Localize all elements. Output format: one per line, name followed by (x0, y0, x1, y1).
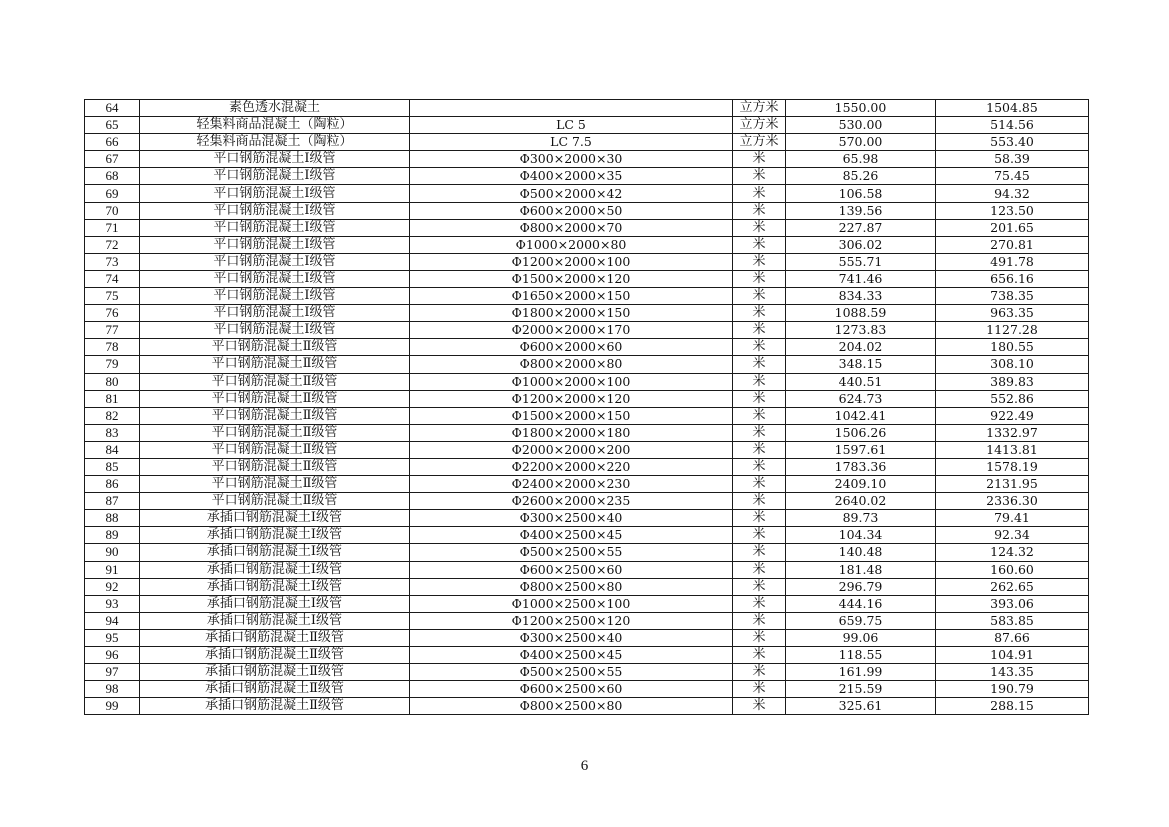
unit-cell: 米 (733, 202, 786, 219)
price-excl-tax-cell: 79.41 (936, 510, 1089, 527)
material-name-cell: 平口钢筋混凝土Ⅱ级管 (140, 441, 410, 458)
material-name-cell: 轻集料商品混凝土（陶粒） (140, 117, 410, 134)
price-incl-tax-cell: 227.87 (786, 219, 936, 236)
row-number-cell: 73 (85, 253, 140, 270)
price-incl-tax-cell: 659.75 (786, 612, 936, 629)
unit-cell: 米 (733, 493, 786, 510)
material-name-cell: 承插口钢筋混凝土Ⅰ级管 (140, 578, 410, 595)
row-number-cell: 65 (85, 117, 140, 134)
price-incl-tax-cell: 139.56 (786, 202, 936, 219)
price-incl-tax-cell: 530.00 (786, 117, 936, 134)
table-row (85, 356, 1089, 373)
price-incl-tax-cell: 296.79 (786, 578, 936, 595)
material-name-cell: 平口钢筋混凝土Ⅱ级管 (140, 407, 410, 424)
row-number-cell: 67 (85, 151, 140, 168)
specification-cell: Φ1000×2000×100 (410, 373, 733, 390)
price-excl-tax-cell: 143.35 (936, 664, 1089, 681)
row-number-cell: 88 (85, 510, 140, 527)
price-incl-tax-cell: 1506.26 (786, 424, 936, 441)
table-row (85, 322, 1089, 339)
price-incl-tax-cell: 215.59 (786, 681, 936, 698)
unit-cell: 立方米 (733, 134, 786, 151)
material-name-cell: 平口钢筋混凝土Ⅱ级管 (140, 390, 410, 407)
table-row (85, 219, 1089, 236)
table-row (85, 458, 1089, 475)
unit-cell: 米 (733, 219, 786, 236)
price-incl-tax-cell: 118.55 (786, 647, 936, 664)
price-incl-tax-cell: 1597.61 (786, 441, 936, 458)
unit-cell: 米 (733, 527, 786, 544)
table-row (85, 629, 1089, 646)
row-number-cell: 68 (85, 168, 140, 185)
price-excl-tax-cell: 2336.30 (936, 493, 1089, 510)
specification-cell: Φ1500×2000×120 (410, 270, 733, 287)
price-incl-tax-cell: 85.26 (786, 168, 936, 185)
specification-cell: Φ1800×2000×180 (410, 424, 733, 441)
material-name-cell: 轻集料商品混凝土（陶粒） (140, 134, 410, 151)
specification-cell: LC 5 (410, 117, 733, 134)
price-excl-tax-cell: 738.35 (936, 288, 1089, 305)
row-number-cell: 69 (85, 185, 140, 202)
row-number-cell: 93 (85, 595, 140, 612)
price-excl-tax-cell: 393.06 (936, 595, 1089, 612)
table-row (85, 151, 1089, 168)
material-name-cell: 平口钢筋混凝土Ⅰ级管 (140, 219, 410, 236)
price-incl-tax-cell: 325.61 (786, 698, 936, 715)
unit-cell: 米 (733, 510, 786, 527)
row-number-cell: 82 (85, 407, 140, 424)
material-name-cell: 承插口钢筋混凝土Ⅱ级管 (140, 629, 410, 646)
row-number-cell: 92 (85, 578, 140, 595)
unit-cell: 米 (733, 270, 786, 287)
price-excl-tax-cell: 514.56 (936, 117, 1089, 134)
specification-cell: Φ400×2500×45 (410, 527, 733, 544)
material-name-cell: 承插口钢筋混凝土Ⅰ级管 (140, 561, 410, 578)
row-number-cell: 89 (85, 527, 140, 544)
price-excl-tax-cell: 1127.28 (936, 322, 1089, 339)
price-incl-tax-cell: 89.73 (786, 510, 936, 527)
row-number-cell: 95 (85, 629, 140, 646)
table-row (85, 578, 1089, 595)
material-name-cell: 平口钢筋混凝土Ⅱ级管 (140, 493, 410, 510)
specification-cell: Φ2000×2000×200 (410, 441, 733, 458)
price-incl-tax-cell: 440.51 (786, 373, 936, 390)
price-excl-tax-cell: 123.50 (936, 202, 1089, 219)
price-incl-tax-cell: 348.15 (786, 356, 936, 373)
specification-cell: Φ800×2500×80 (410, 698, 733, 715)
price-incl-tax-cell: 140.48 (786, 544, 936, 561)
table-row (85, 510, 1089, 527)
unit-cell: 米 (733, 390, 786, 407)
table-row (85, 288, 1089, 305)
unit-cell: 米 (733, 647, 786, 664)
table-row (85, 561, 1089, 578)
price-excl-tax-cell: 124.32 (936, 544, 1089, 561)
material-name-cell: 承插口钢筋混凝土Ⅱ级管 (140, 698, 410, 715)
specification-cell: Φ2000×2000×170 (410, 322, 733, 339)
row-number-cell: 86 (85, 476, 140, 493)
price-excl-tax-cell: 180.55 (936, 339, 1089, 356)
material-name-cell: 平口钢筋混凝土Ⅱ级管 (140, 356, 410, 373)
material-name-cell: 平口钢筋混凝土Ⅰ级管 (140, 270, 410, 287)
unit-cell: 米 (733, 544, 786, 561)
price-excl-tax-cell: 262.65 (936, 578, 1089, 595)
unit-cell: 米 (733, 458, 786, 475)
price-incl-tax-cell: 181.48 (786, 561, 936, 578)
row-number-cell: 98 (85, 681, 140, 698)
row-number-cell: 78 (85, 339, 140, 356)
material-name-cell: 平口钢筋混凝土Ⅰ级管 (140, 236, 410, 253)
specification-cell: Φ1500×2000×150 (410, 407, 733, 424)
row-number-cell: 84 (85, 441, 140, 458)
price-excl-tax-cell: 270.81 (936, 236, 1089, 253)
row-number-cell: 74 (85, 270, 140, 287)
unit-cell: 米 (733, 373, 786, 390)
price-excl-tax-cell: 656.16 (936, 270, 1089, 287)
row-number-cell: 79 (85, 356, 140, 373)
unit-cell: 米 (733, 339, 786, 356)
price-excl-tax-cell: 922.49 (936, 407, 1089, 424)
material-name-cell: 平口钢筋混凝土Ⅱ级管 (140, 476, 410, 493)
price-incl-tax-cell: 104.34 (786, 527, 936, 544)
material-name-cell: 平口钢筋混凝土Ⅱ级管 (140, 373, 410, 390)
unit-cell: 米 (733, 185, 786, 202)
row-number-cell: 91 (85, 561, 140, 578)
price-excl-tax-cell: 1413.81 (936, 441, 1089, 458)
price-excl-tax-cell: 1332.97 (936, 424, 1089, 441)
unit-cell: 米 (733, 561, 786, 578)
material-name-cell: 平口钢筋混凝土Ⅱ级管 (140, 458, 410, 475)
material-name-cell: 平口钢筋混凝土Ⅰ级管 (140, 202, 410, 219)
price-incl-tax-cell: 204.02 (786, 339, 936, 356)
price-excl-tax-cell: 389.83 (936, 373, 1089, 390)
unit-cell: 立方米 (733, 117, 786, 134)
price-incl-tax-cell: 555.71 (786, 253, 936, 270)
specification-cell: Φ600×2500×60 (410, 681, 733, 698)
table-row (85, 527, 1089, 544)
material-name-cell: 素色透水混凝土 (140, 100, 410, 117)
price-excl-tax-cell: 553.40 (936, 134, 1089, 151)
specification-cell: Φ300×2000×30 (410, 151, 733, 168)
unit-cell: 立方米 (733, 100, 786, 117)
material-name-cell: 承插口钢筋混凝土Ⅰ级管 (140, 595, 410, 612)
specification-cell: Φ800×2500×80 (410, 578, 733, 595)
unit-cell: 米 (733, 612, 786, 629)
specification-cell: Φ2600×2000×235 (410, 493, 733, 510)
material-name-cell: 平口钢筋混凝土Ⅱ级管 (140, 424, 410, 441)
price-incl-tax-cell: 161.99 (786, 664, 936, 681)
material-name-cell: 平口钢筋混凝土Ⅰ级管 (140, 151, 410, 168)
price-incl-tax-cell: 570.00 (786, 134, 936, 151)
row-number-cell: 87 (85, 493, 140, 510)
price-excl-tax-cell: 190.79 (936, 681, 1089, 698)
table-row (85, 236, 1089, 253)
row-number-cell: 97 (85, 664, 140, 681)
price-excl-tax-cell: 491.78 (936, 253, 1089, 270)
price-excl-tax-cell: 160.60 (936, 561, 1089, 578)
table-row (85, 339, 1089, 356)
price-incl-tax-cell: 1783.36 (786, 458, 936, 475)
row-number-cell: 71 (85, 219, 140, 236)
specification-cell: Φ800×2000×80 (410, 356, 733, 373)
material-name-cell: 平口钢筋混凝土Ⅰ级管 (140, 168, 410, 185)
specification-cell: Φ2400×2000×230 (410, 476, 733, 493)
table-row (85, 493, 1089, 510)
unit-cell: 米 (733, 288, 786, 305)
material-name-cell: 承插口钢筋混凝土Ⅰ级管 (140, 612, 410, 629)
specification-cell: Φ1200×2000×100 (410, 253, 733, 270)
table-row (85, 441, 1089, 458)
material-name-cell: 承插口钢筋混凝土Ⅱ级管 (140, 681, 410, 698)
price-incl-tax-cell: 99.06 (786, 629, 936, 646)
unit-cell: 米 (733, 476, 786, 493)
row-number-cell: 72 (85, 236, 140, 253)
table-row (85, 664, 1089, 681)
row-number-cell: 64 (85, 100, 140, 117)
material-name-cell: 平口钢筋混凝土Ⅰ级管 (140, 185, 410, 202)
specification-cell: Φ400×2000×35 (410, 168, 733, 185)
price-incl-tax-cell: 741.46 (786, 270, 936, 287)
price-incl-tax-cell: 1042.41 (786, 407, 936, 424)
table-row (85, 117, 1089, 134)
price-excl-tax-cell: 583.85 (936, 612, 1089, 629)
specification-cell: Φ1800×2000×150 (410, 305, 733, 322)
row-number-cell: 99 (85, 698, 140, 715)
page-number: 6 (580, 758, 589, 774)
table-row (85, 185, 1089, 202)
table-row (85, 202, 1089, 219)
price-excl-tax-cell: 201.65 (936, 219, 1089, 236)
specification-cell: Φ1200×2000×120 (410, 390, 733, 407)
specification-cell: Φ300×2500×40 (410, 510, 733, 527)
row-number-cell: 83 (85, 424, 140, 441)
material-name-cell: 平口钢筋混凝土Ⅱ级管 (140, 339, 410, 356)
row-number-cell: 66 (85, 134, 140, 151)
price-excl-tax-cell: 104.91 (936, 647, 1089, 664)
row-number-cell: 76 (85, 305, 140, 322)
price-incl-tax-cell: 65.98 (786, 151, 936, 168)
specification-cell: Φ2200×2000×220 (410, 458, 733, 475)
row-number-cell: 85 (85, 458, 140, 475)
table-row (85, 681, 1089, 698)
specification-cell: Φ400×2500×45 (410, 647, 733, 664)
price-excl-tax-cell: 58.39 (936, 151, 1089, 168)
unit-cell: 米 (733, 253, 786, 270)
specification-cell: Φ1650×2000×150 (410, 288, 733, 305)
material-name-cell: 平口钢筋混凝土Ⅰ级管 (140, 305, 410, 322)
row-number-cell: 94 (85, 612, 140, 629)
unit-cell: 米 (733, 629, 786, 646)
unit-cell: 米 (733, 151, 786, 168)
row-number-cell: 75 (85, 288, 140, 305)
table-row (85, 544, 1089, 561)
table-row (85, 253, 1089, 270)
row-number-cell: 70 (85, 202, 140, 219)
table-row (85, 134, 1089, 151)
row-number-cell: 90 (85, 544, 140, 561)
price-excl-tax-cell: 308.10 (936, 356, 1089, 373)
unit-cell: 米 (733, 322, 786, 339)
price-excl-tax-cell: 963.35 (936, 305, 1089, 322)
table-row (85, 647, 1089, 664)
unit-cell: 米 (733, 578, 786, 595)
table-row (85, 476, 1089, 493)
table-row (85, 612, 1089, 629)
specification-cell: Φ1000×2500×100 (410, 595, 733, 612)
unit-cell: 米 (733, 305, 786, 322)
table-row (85, 595, 1089, 612)
row-number-cell: 77 (85, 322, 140, 339)
material-name-cell: 平口钢筋混凝土Ⅰ级管 (140, 322, 410, 339)
material-name-cell: 承插口钢筋混凝土Ⅰ级管 (140, 544, 410, 561)
unit-cell: 米 (733, 424, 786, 441)
price-excl-tax-cell: 87.66 (936, 629, 1089, 646)
unit-cell: 米 (733, 441, 786, 458)
specification-cell: Φ1200×2500×120 (410, 612, 733, 629)
price-incl-tax-cell: 624.73 (786, 390, 936, 407)
material-name-cell: 承插口钢筋混凝土Ⅱ级管 (140, 647, 410, 664)
row-number-cell: 96 (85, 647, 140, 664)
material-name-cell: 平口钢筋混凝土Ⅰ级管 (140, 253, 410, 270)
unit-cell: 米 (733, 407, 786, 424)
material-name-cell: 承插口钢筋混凝土Ⅰ级管 (140, 527, 410, 544)
unit-cell: 米 (733, 681, 786, 698)
specification-cell: Φ600×2500×60 (410, 561, 733, 578)
specification-cell: Φ800×2000×70 (410, 219, 733, 236)
specification-cell: Φ300×2500×40 (410, 629, 733, 646)
unit-cell: 米 (733, 698, 786, 715)
specification-cell: Φ600×2000×50 (410, 202, 733, 219)
material-name-cell: 承插口钢筋混凝土Ⅰ级管 (140, 510, 410, 527)
price-excl-tax-cell: 552.86 (936, 390, 1089, 407)
row-number-cell: 80 (85, 373, 140, 390)
table-row (85, 698, 1089, 715)
unit-cell: 米 (733, 595, 786, 612)
table-row (85, 305, 1089, 322)
specification-cell: Φ1000×2000×80 (410, 236, 733, 253)
price-excl-tax-cell: 75.45 (936, 168, 1089, 185)
price-incl-tax-cell: 834.33 (786, 288, 936, 305)
price-incl-tax-cell: 2640.02 (786, 493, 936, 510)
unit-cell: 米 (733, 236, 786, 253)
price-excl-tax-cell: 1578.19 (936, 458, 1089, 475)
price-incl-tax-cell: 306.02 (786, 236, 936, 253)
specification-cell: Φ500×2500×55 (410, 544, 733, 561)
material-name-cell: 承插口钢筋混凝土Ⅱ级管 (140, 664, 410, 681)
price-incl-tax-cell: 1550.00 (786, 100, 936, 117)
table-row (85, 270, 1089, 287)
table-body (85, 100, 1089, 715)
price-table (84, 99, 1089, 715)
table-row (85, 168, 1089, 185)
material-name-cell: 平口钢筋混凝土Ⅰ级管 (140, 288, 410, 305)
price-incl-tax-cell: 1088.59 (786, 305, 936, 322)
price-incl-tax-cell: 106.58 (786, 185, 936, 202)
price-excl-tax-cell: 1504.85 (936, 100, 1089, 117)
unit-cell: 米 (733, 356, 786, 373)
price-incl-tax-cell: 1273.83 (786, 322, 936, 339)
table-row (85, 424, 1089, 441)
row-number-cell: 81 (85, 390, 140, 407)
price-excl-tax-cell: 2131.95 (936, 476, 1089, 493)
unit-cell: 米 (733, 168, 786, 185)
price-incl-tax-cell: 2409.10 (786, 476, 936, 493)
table-row (85, 100, 1089, 117)
price-excl-tax-cell: 94.32 (936, 185, 1089, 202)
specification-cell (410, 100, 733, 117)
price-excl-tax-cell: 92.34 (936, 527, 1089, 544)
table-row (85, 407, 1089, 424)
specification-cell: LC 7.5 (410, 134, 733, 151)
specification-cell: Φ500×2500×55 (410, 664, 733, 681)
table-row (85, 373, 1089, 390)
specification-cell: Φ600×2000×60 (410, 339, 733, 356)
table-row (85, 390, 1089, 407)
specification-cell: Φ500×2000×42 (410, 185, 733, 202)
price-incl-tax-cell: 444.16 (786, 595, 936, 612)
unit-cell: 米 (733, 664, 786, 681)
price-excl-tax-cell: 288.15 (936, 698, 1089, 715)
